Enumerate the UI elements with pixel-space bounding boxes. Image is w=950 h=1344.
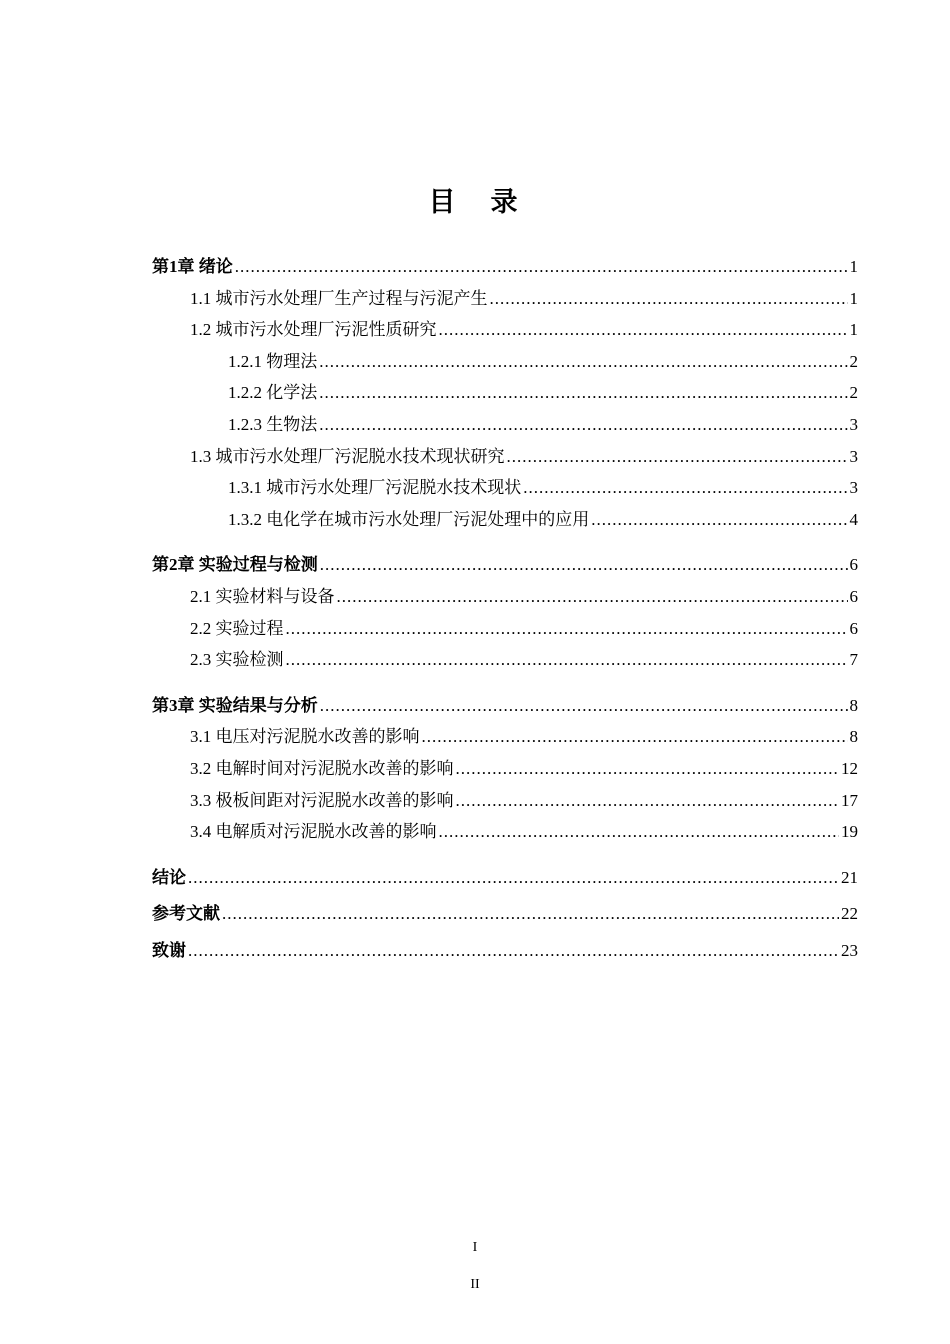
toc-leader-dots <box>337 581 848 613</box>
footer-page-number-primary: I <box>472 1240 478 1255</box>
toc-entry-page: 1 <box>849 288 858 308</box>
toc-entry-page: 4 <box>849 509 858 529</box>
toc-entry-label: 1.1 城市污水处理厂生产过程与污泥产生 <box>190 288 488 308</box>
toc-leader-dots <box>319 409 847 441</box>
toc-entry <box>152 441 858 473</box>
toc-leader-dots <box>286 613 848 645</box>
toc-entry <box>152 472 858 504</box>
toc-leader-dots <box>188 862 839 894</box>
toc-entry-page: 6 <box>849 618 858 638</box>
toc-entry-page: 12 <box>841 758 858 778</box>
toc-entry <box>152 613 858 645</box>
page-title: 目 录 <box>428 187 522 217</box>
toc-leader-dots <box>319 346 847 378</box>
toc-entry-page: 3 <box>849 478 858 498</box>
toc-entry-label: 1.2.2 化学法 <box>228 383 318 403</box>
toc-leader-dots <box>286 644 848 676</box>
toc-entry-page: 1 <box>849 320 858 340</box>
toc-entry-label: 3.3 极板间距对污泥脱水改善的影响 <box>190 790 454 810</box>
toc-entry-page: 6 <box>849 555 858 575</box>
toc-entry-page: 8 <box>849 695 858 715</box>
toc-leader-dots <box>523 472 847 504</box>
footer-page-number-secondary: II <box>470 1277 480 1292</box>
toc-leader-dots <box>222 898 839 930</box>
toc-entry-page: 1 <box>849 257 858 276</box>
toc-entry-label: 1.2.3 生物法 <box>228 414 318 434</box>
toc-entry <box>152 283 858 315</box>
toc-entry-label: 1.2.1 物理法 <box>228 351 318 371</box>
toc-leader-dots <box>320 549 848 581</box>
toc-entry-label: 2.2 实验过程 <box>190 618 284 638</box>
toc-entry-label: 1.3.1 城市污水处理厂污泥脱水技术现状 <box>228 478 522 498</box>
toc-entry-label: 结论 <box>152 867 186 887</box>
toc-entry-label: 1.3 城市污水处理厂污泥脱水技术现状研究 <box>190 446 505 466</box>
toc-entry <box>152 314 858 346</box>
toc-list <box>152 251 858 966</box>
toc-entry <box>152 581 858 613</box>
toc-entry-page: 23 <box>841 940 858 960</box>
toc-entry-page: 7 <box>849 650 858 670</box>
toc-leader-dots <box>456 753 840 785</box>
toc-leader-dots <box>319 377 847 409</box>
toc-entry-page: 17 <box>841 790 858 810</box>
toc-leader-dots <box>422 721 848 753</box>
toc-leader-dots <box>439 816 840 848</box>
toc-entry <box>152 690 858 722</box>
toc-entry <box>152 862 858 894</box>
toc-leader-dots <box>591 504 847 536</box>
toc-entry-page: 2 <box>849 351 858 371</box>
toc-leader-dots <box>235 251 848 283</box>
toc-entry-label: 致谢 <box>152 940 186 960</box>
toc-leader-dots <box>439 314 848 346</box>
toc-entry-label: 2.3 实验检测 <box>190 650 284 670</box>
toc-entry-label: 2.1 实验材料与设备 <box>190 586 335 606</box>
toc-entry <box>152 753 858 785</box>
toc-entry-page: 19 <box>841 822 858 842</box>
toc-entry-label: 1.2 城市污水处理厂污泥性质研究 <box>190 320 437 340</box>
toc-leader-dots <box>507 441 848 473</box>
toc-entry-label: 1.3.2 电化学在城市污水处理厂污泥处理中的应用 <box>228 509 590 529</box>
toc-leader-dots <box>456 785 840 817</box>
toc-leader-dots <box>490 283 848 315</box>
toc-entry-label: 参考文献 <box>152 904 220 924</box>
toc-entry-page: 2 <box>849 383 858 403</box>
toc-entry-label: 3.4 电解质对污泥脱水改善的影响 <box>190 822 437 842</box>
toc-entry-label: 第1章 绪论 <box>152 257 233 276</box>
toc-entry-label: 第3章 实验结果与分析 <box>152 695 318 715</box>
toc-entry-page: 3 <box>849 446 858 466</box>
toc-entry-page: 22 <box>841 904 858 924</box>
toc-entry-page: 6 <box>849 586 858 606</box>
toc-entry <box>152 935 858 967</box>
toc-entry-page: 3 <box>849 414 858 434</box>
toc-entry <box>152 251 858 283</box>
toc-entry-page: 8 <box>849 727 858 747</box>
toc-entry <box>152 504 858 536</box>
toc-entry-label: 3.2 电解时间对污泥脱水改善的影响 <box>190 758 454 778</box>
toc-entry <box>152 898 858 930</box>
toc-entry <box>152 816 858 848</box>
toc-entry <box>152 721 858 753</box>
toc-entry <box>152 409 858 441</box>
toc-entry <box>152 377 858 409</box>
toc-entry <box>152 346 858 378</box>
toc-entry-label: 第2章 实验过程与检测 <box>152 555 318 575</box>
toc-entry <box>152 549 858 581</box>
toc-leader-dots <box>320 690 848 722</box>
toc-leader-dots <box>188 935 839 967</box>
toc-entry <box>152 644 858 676</box>
toc-entry-label: 3.1 电压对污泥脱水改善的影响 <box>190 727 420 747</box>
toc-entry <box>152 785 858 817</box>
toc-entry-page: 21 <box>841 867 858 887</box>
